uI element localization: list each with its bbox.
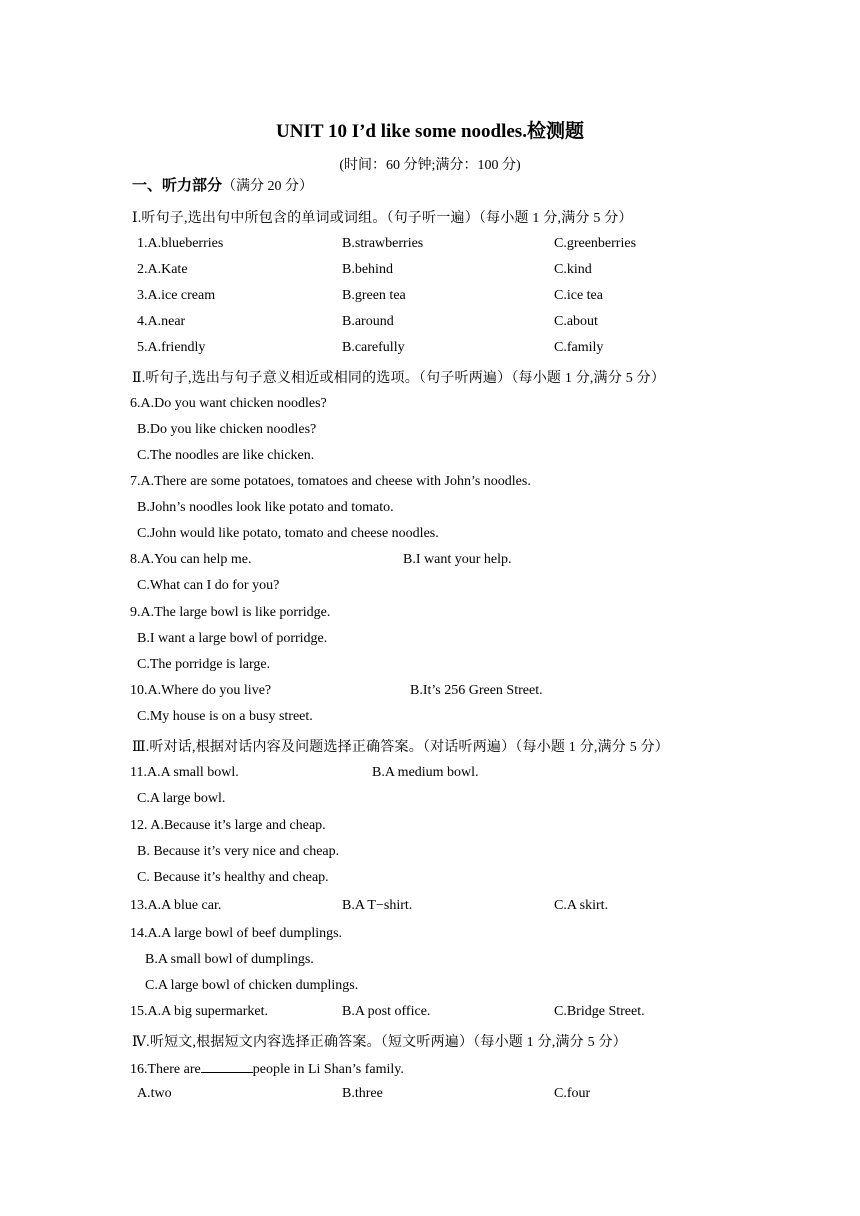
q14-option-b: B.A small bowl of dumplings.: [145, 952, 314, 967]
q2-option-c: C.kind: [554, 262, 592, 277]
q12-option-a: 12. A.Because it’s large and cheap.: [130, 818, 326, 833]
q16-option-c: C.four: [554, 1086, 591, 1101]
q2-option-b: B.behind: [342, 262, 393, 277]
q16-option-a: A.two: [137, 1086, 172, 1101]
section-title: 一、听力部分: [132, 176, 223, 194]
q1-option-c: C.greenberries: [554, 236, 637, 251]
q10-option-c: C.My house is on a busy street.: [137, 709, 313, 724]
q12-option-c: C. Because it’s healthy and cheap.: [137, 870, 329, 885]
q12-option-b: B. Because it’s very nice and cheap.: [137, 844, 340, 859]
q6-option-c: C.The noodles are like chicken.: [137, 448, 315, 463]
section-score-note: （满分 20 分）: [222, 179, 314, 194]
q14-option-a: 14.A.A large bowl of beef dumplings.: [130, 926, 343, 941]
q15-option-c: C.Bridge Street.: [554, 1004, 645, 1019]
q4-option-c: C.about: [554, 314, 598, 329]
q16-option-b: B.three: [342, 1086, 383, 1101]
part1-instruction: Ⅰ.听句子,选出句中所包含的单词或词组。（句子听一遍）（每小题 1 分,满分 5 分）: [132, 211, 633, 226]
q1-option-a: 1.A.blueberries: [137, 236, 224, 251]
q4-option-a: 4.A.near: [137, 314, 186, 329]
q1-option-b: B.strawberries: [342, 236, 424, 251]
q8-option-b: B.I want your help.: [403, 552, 512, 567]
q5-option-b: B.carefully: [342, 340, 405, 355]
q13-option-c: C.A skirt.: [554, 898, 609, 913]
q16-stem-before: 16.There are: [130, 1062, 201, 1077]
q3-option-a: 3.A.ice cream: [137, 288, 216, 303]
q2-option-a: 2.A.Kate: [137, 262, 188, 277]
page-title: UNIT 10 I’d like some noodles.检测题: [276, 121, 584, 142]
q13-option-a: 13.A.A blue car.: [130, 898, 222, 913]
q5-option-c: C.family: [554, 340, 604, 355]
part2-instruction: Ⅱ.听句子,选出与句子意义相近或相同的选项。（句子听两遍）（每小题 1 分,满分 5 分）: [132, 371, 666, 386]
q9-option-b: B.I want a large bowl of porridge.: [137, 631, 328, 646]
q15-option-a: 15.A.A big supermarket.: [130, 1004, 269, 1019]
q13-option-b: B.A T−shirt.: [342, 898, 413, 913]
q3-option-b: B.green tea: [342, 288, 406, 303]
q7-option-c: C.John would like potato, tomato and cheese noodles.: [137, 526, 439, 541]
section-heading: [132, 174, 313, 195]
answer-blank: [201, 1060, 253, 1073]
q11-option-a: 11.A.A small bowl.: [130, 765, 239, 780]
q11-option-b: B.A medium bowl.: [372, 765, 479, 780]
q10-option-a: 10.A.Where do you live?: [130, 683, 272, 698]
q14-option-c: C.A large bowl of chicken dumplings.: [145, 978, 359, 993]
q6-option-a: 6.A.Do you want chicken noodles?: [130, 396, 327, 411]
q3-option-c: C.ice tea: [554, 288, 603, 303]
q4-option-b: B.around: [342, 314, 394, 329]
part4-instruction: Ⅳ.听短文,根据短文内容选择正确答案。（短文听两遍）（每小题 1 分,满分 5 分）: [132, 1035, 627, 1050]
q16-stem: [130, 1060, 404, 1078]
q8-option-a: 8.A.You can help me.: [130, 552, 252, 567]
q10-option-b: B.It’s 256 Green Street.: [410, 683, 543, 698]
q15-option-b: B.A post office.: [342, 1004, 431, 1019]
q6-option-b: B.Do you like chicken noodles?: [137, 422, 317, 437]
q11-option-c: C.A large bowl.: [137, 791, 226, 806]
q9-option-a: 9.A.The large bowl is like porridge.: [130, 605, 331, 620]
q7-option-b: B.John’s noodles look like potato and tomato.: [137, 500, 394, 515]
q7-option-a: 7.A.There are some potatoes, tomatoes and cheese with John’s noodles.: [130, 474, 531, 489]
q9-option-c: C.The porridge is large.: [137, 657, 271, 672]
q8-option-c: C.What can I do for you?: [137, 578, 280, 593]
q5-option-a: 5.A.friendly: [137, 340, 206, 355]
page-subtitle: (时间：60 分钟;满分：100 分): [339, 158, 521, 173]
q16-stem-after: people in Li Shan’s family.: [252, 1062, 404, 1077]
part3-instruction: Ⅲ.听对话,根据对话内容及问题选择正确答案。（对话听两遍）（每小题 1 分,满分 5 分）: [132, 740, 669, 755]
